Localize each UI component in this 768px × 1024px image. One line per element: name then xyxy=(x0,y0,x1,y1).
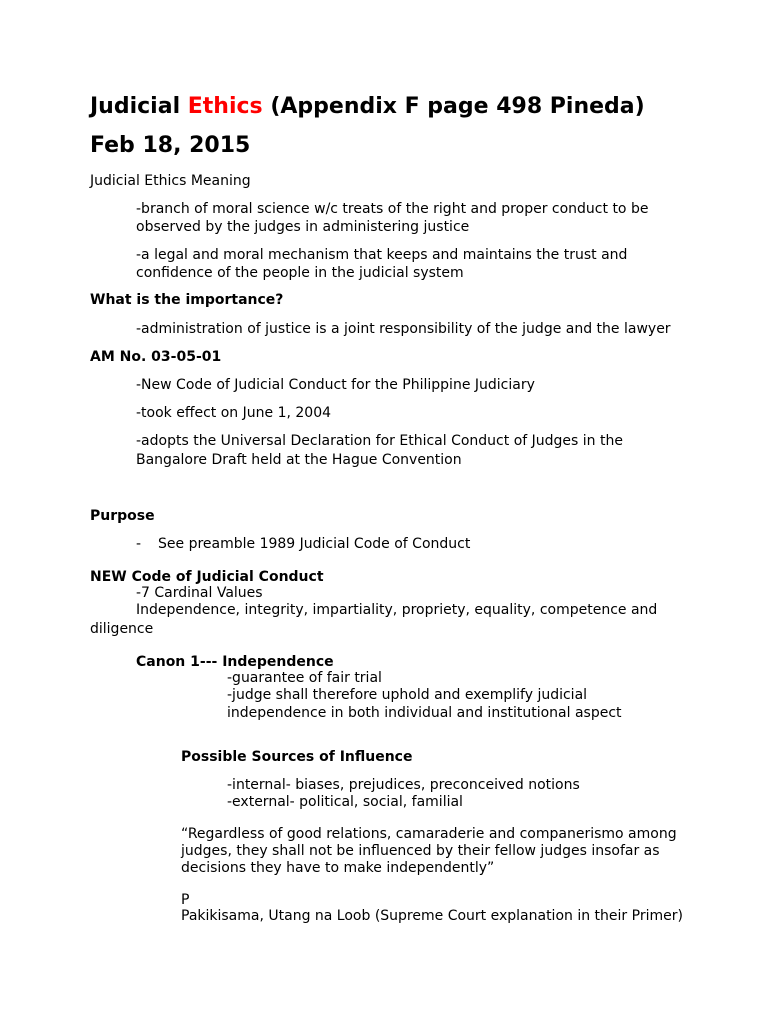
am-item-3-line-1: -adopts the Universal Declaration for Ethical Conduct of Judges in the xyxy=(136,433,623,449)
quote-line-2: judges, they shall not be influenced by their fellow judges insofar as xyxy=(181,843,660,859)
heading-purpose: Purpose xyxy=(90,508,155,524)
new-code-line-1: -7 Cardinal Values xyxy=(136,585,263,601)
purpose-item-1: See preamble 1989 Judicial Code of Conduct xyxy=(158,536,471,552)
heading-canon-1: Canon 1--- Independence xyxy=(136,654,334,670)
quote-line-3: decisions they have to make independently” xyxy=(181,860,495,876)
canon-1-line-1: -guarantee of fair trial xyxy=(227,670,382,686)
canon-1-line-2: -judge shall therefore uphold and exemplify judicial xyxy=(227,687,588,703)
heading-am-no: AM No. 03-05-01 xyxy=(90,349,222,365)
heading-new-code: NEW Code of Judicial Conduct xyxy=(90,569,324,585)
note-last: Pakikisama, Utang na Loob (Supreme Court explanation in their Primer) xyxy=(181,908,683,924)
importance-item-1: -administration of justice is a joint responsibility of the judge and the lawyer xyxy=(136,321,671,337)
title-part-1: Judicial xyxy=(90,94,188,119)
heading-meaning: Judicial Ethics Meaning xyxy=(90,173,251,189)
page-date: Feb 18, 2015 xyxy=(90,133,251,158)
meaning-item-2-line-1: -a legal and moral mechanism that keeps and maintains the trust and xyxy=(136,247,628,263)
meaning-item-2-line-2: confidence of the people in the judicial system xyxy=(136,265,464,281)
canon-1-line-3: independence in both individual and institutional aspect xyxy=(227,705,622,721)
meaning-item-1-line-1: -branch of moral science w/c treats of the right and proper conduct to be xyxy=(136,201,649,217)
title-highlight: Ethics xyxy=(187,94,263,119)
heading-importance: What is the importance? xyxy=(90,292,284,308)
am-item-3-line-2: Bangalore Draft held at the Hague Convention xyxy=(136,452,462,468)
purpose-bullet: - xyxy=(136,536,142,552)
new-code-line-2: Independence, integrity, impartiality, propriety, equality, competence and xyxy=(136,602,658,618)
page-title xyxy=(90,93,645,121)
heading-influence: Possible Sources of Influence xyxy=(181,749,413,765)
title-part-2: (Appendix F page 498 Pineda) xyxy=(262,94,645,119)
am-item-1: -New Code of Judicial Conduct for the Philippine Judiciary xyxy=(136,377,535,393)
influence-line-1: -internal- biases, prejudices, preconceived notions xyxy=(227,777,580,793)
influence-line-2: -external- political, social, familial xyxy=(227,794,463,810)
meaning-item-1-line-2: observed by the judges in administering justice xyxy=(136,219,470,235)
quote-line-1: “Regardless of good relations, camaraderie and companerismo among xyxy=(181,826,677,842)
note-p: P xyxy=(181,892,190,908)
am-item-2: -took effect on June 1, 2004 xyxy=(136,405,332,421)
new-code-line-3: diligence xyxy=(90,621,154,637)
